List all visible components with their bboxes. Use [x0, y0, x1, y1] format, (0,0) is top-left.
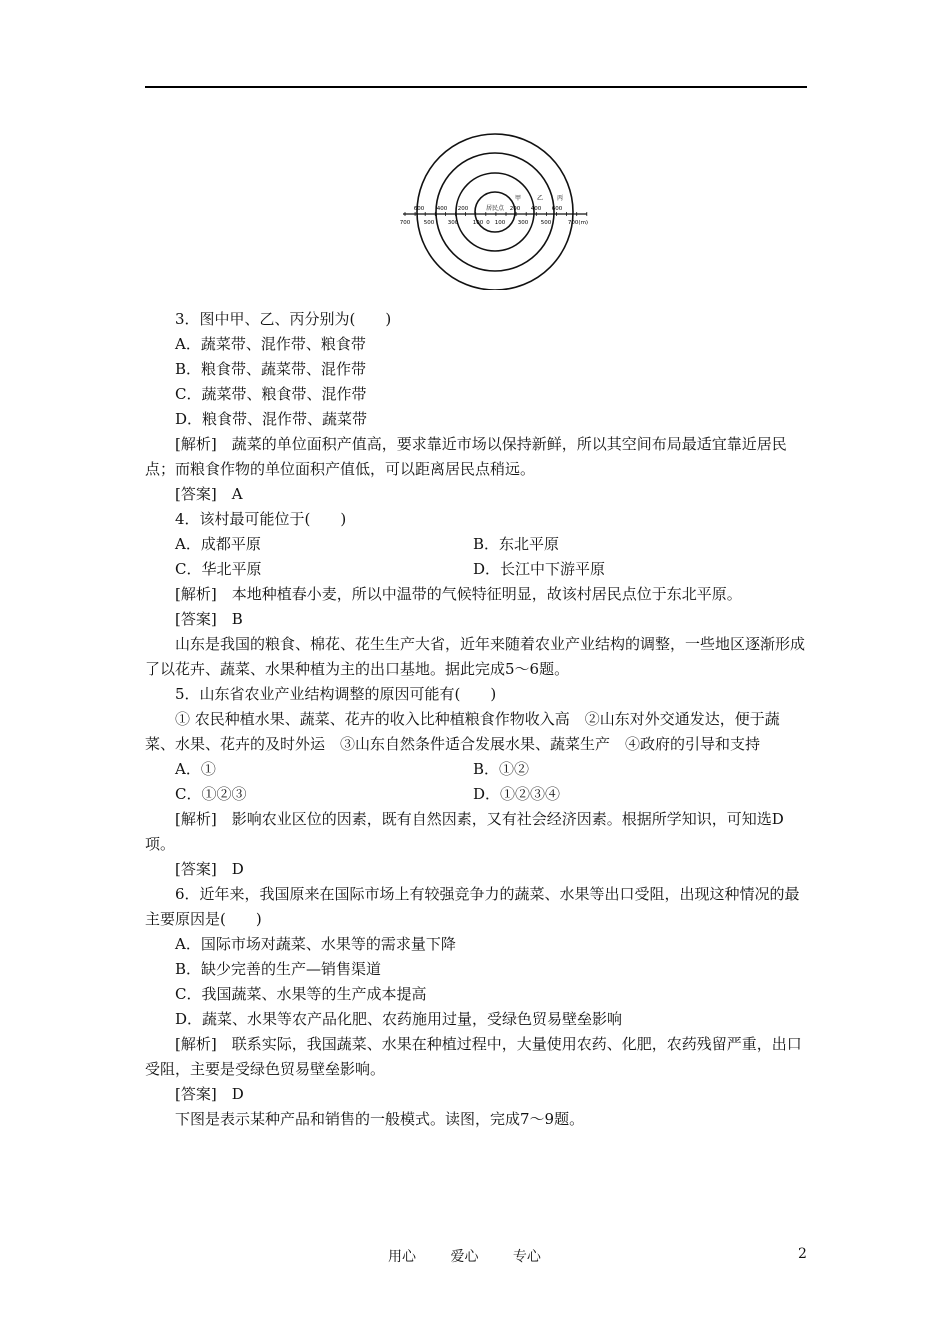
q3-answer: [答案] A	[175, 485, 243, 503]
q6-option-a: A．国际市场对蔬菜、水果等的需求量下降	[175, 935, 456, 953]
concentric-zone-diagram	[390, 128, 600, 290]
bottom-scale-label: 300	[447, 220, 459, 226]
zone-label-yi: 乙	[536, 195, 544, 202]
document-body	[145, 307, 807, 1132]
intro-7-9: 下图是表示某种产品和销售的一般模式。读图，完成7～9题。	[175, 1110, 585, 1128]
q4-options-row1	[145, 532, 807, 557]
header-rule	[145, 86, 807, 88]
top-scale-label: 400	[436, 206, 448, 212]
q6-option-c: C．我国蔬菜、水果等的生产成本提高	[175, 985, 427, 1003]
q5-analysis: [解析] 影响农业区位的因素，既有自然因素，又有社会经济因素。根据所学知识，可知选D项。	[145, 810, 784, 853]
intro-5-6: 山东是我国的粮食、棉花、花生生产大省，近年来随着农业产业结构的调整，一些地区逐渐形成了以花卉、蔬菜、水果种植为主的出口基地。据此完成5～6题。	[145, 635, 806, 678]
q3-option-b: B．粮食带、蔬菜带、混作带	[175, 360, 367, 378]
q4-option-c: C．华北平原	[175, 560, 262, 578]
q5-answer: [答案] D	[175, 860, 244, 878]
q5-options-row1	[145, 757, 807, 782]
bottom-scale-label: 500	[540, 220, 552, 226]
top-scale-label: 600	[551, 206, 563, 212]
footer-motto	[388, 1246, 571, 1266]
q4-answer: [答案] B	[175, 610, 243, 628]
footer-word: 专心	[512, 1249, 541, 1265]
q6-answer: [答案] D	[175, 1085, 244, 1103]
ring-outer	[417, 134, 573, 290]
page-number: 2	[798, 1246, 807, 1262]
q4-option-b: B．东北平原	[473, 535, 560, 553]
q5-option-b: B．①②	[473, 760, 530, 778]
q6-stem: 6．近年来，我国原来在国际市场上有较强竞争力的蔬菜、水果等出口受阻，出现这种情况的最主要原因是( )	[145, 885, 800, 928]
bottom-scale-label: 500	[423, 220, 435, 226]
top-scale-label: 600	[413, 206, 425, 212]
q3-option-d: D．粮食带、混作带、蔬菜带	[175, 410, 368, 428]
zone-label-bing: 丙	[556, 195, 564, 202]
bottom-scale-label: 0	[486, 220, 490, 226]
q6-analysis: [解析] 联系实际，我国蔬菜、水果在种植过程中，大量使用农药、化肥，农药残留严重，出口受阻，主要是受绿色贸易壁垒影响。	[145, 1035, 802, 1078]
q4-options-row2	[145, 557, 807, 582]
bottom-scale-label: 700	[399, 220, 411, 226]
q5-option-d: D．①②③④	[473, 785, 561, 803]
zone-label-jia: 甲	[514, 195, 522, 202]
q5-options-row2	[145, 782, 807, 807]
q3-option-c: C．蔬菜带、粮食带、混作带	[175, 385, 367, 403]
q6-option-b: B．缺少完善的生产—销售渠道	[175, 960, 382, 978]
top-scale-label: 200	[457, 206, 469, 212]
bottom-scale-label: 700(m)	[567, 220, 589, 226]
q3-stem: 3．图中甲、乙、丙分别为( )	[175, 310, 392, 328]
q5-option-c: C．①②③	[175, 785, 247, 803]
q5-body: ① 农民种植水果、蔬菜、花卉的收入比种植粮食作物收入高 ②山东对外交通发达，便于蔬菜、水果、花卉的及时外运 ③山东自然条件适合发展水果、蔬菜生产 ④政府的引导和支持	[145, 710, 780, 753]
q3-option-a: A．蔬菜带、混作带、粮食带	[175, 335, 366, 353]
q4-stem: 4．该村最可能位于( )	[175, 510, 347, 528]
top-scale-label: 400	[530, 206, 542, 212]
q3-analysis: [解析] 蔬菜的单位面积产值高，要求靠近市场以保持新鲜，所以其空间布局最适宜靠近居民点；而粮食作物的单位面积产值低，可以距离居民点稍远。	[145, 435, 787, 478]
q5-option-a: A．①	[175, 760, 216, 778]
footer-word: 爱心	[450, 1249, 479, 1265]
center-label: 居民点	[485, 205, 505, 212]
q4-option-a: A．成都平原	[175, 535, 261, 553]
q4-analysis: [解析] 本地种植春小麦，所以中温带的气候特征明显，故该村居民点位于东北平原。	[175, 585, 742, 603]
bottom-scale-label: 100	[472, 220, 484, 226]
top-scale-label: 200	[509, 206, 521, 212]
q6-option-d: D．蔬菜、水果等农产品化肥、农药施用过量，受绿色贸易壁垒影响	[175, 1010, 623, 1028]
bottom-scale-label: 100	[494, 220, 506, 226]
ring-inner	[472, 192, 515, 232]
q4-option-d: D．长江中下游平原	[473, 560, 606, 578]
bottom-scale-label: 300	[517, 220, 529, 226]
ring-second	[456, 173, 534, 251]
zone-rings-svg	[390, 128, 600, 290]
footer-word: 用心	[388, 1249, 416, 1265]
q5-stem: 5．山东省农业产业结构调整的原因可能有( )	[175, 685, 497, 703]
